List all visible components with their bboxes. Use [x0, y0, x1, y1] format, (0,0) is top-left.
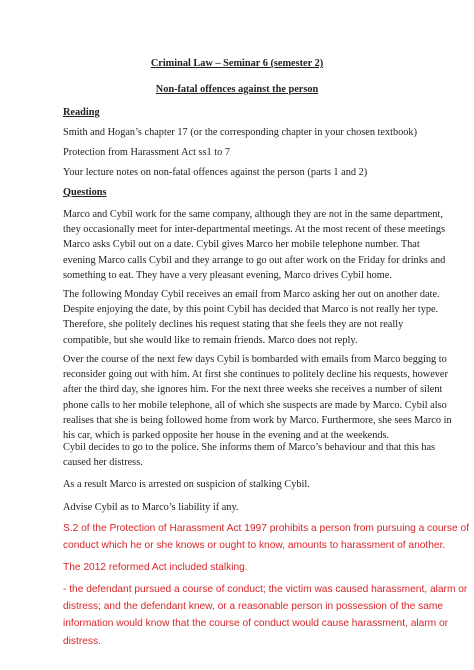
paragraph-line: phone calls to her mobile telephone, all of which she suspects are made by Marco. Cybil also	[63, 399, 447, 411]
paragraph-line: Cybil decides to go to the police. She informs them of Marco’s behaviour and that this has	[63, 442, 436, 453]
paragraph-line: Despite enjoying the date, by this point Cybil has decided that Marco is not really her type.	[63, 304, 439, 316]
scenario-paragraph-3	[63, 352, 452, 443]
note-line: distress; and the defendant knew, or a reasonable person in possession of the same	[63, 601, 444, 613]
scenario-paragraph-2	[63, 287, 440, 348]
paragraph-line: Marco asks Cybil out on a date. Cybil gives Marco her mobile telephone number. That	[63, 239, 420, 251]
paragraph-line: The following Monday Cybil receives an email from Marco asking her out on another date.	[63, 289, 440, 300]
note-line: conduct which he or she knows or ought to know, amounts to harassment of another.	[63, 540, 446, 552]
document-subtitle: Non-fatal offences against the person	[155, 84, 319, 95]
paragraph-line: something to eat. They have a very pleasant evening, Marco drives Cybil home.	[63, 269, 392, 281]
reading-item: Your lecture notes on non-fatal offences against the person (parts 1 and 2)	[63, 167, 368, 178]
document-title: Criminal Law – Seminar 6 (semester 2)	[150, 58, 324, 69]
paragraph-line: they occasionally meet for inter-departmental meetings. At the most recent of these meetings	[63, 224, 446, 236]
reading-heading: Reading	[63, 107, 100, 118]
note-line: S.2 of the Protection of Harassment Act 1997 prohibits a person from pursuing a course of	[63, 523, 470, 534]
paragraph-line: after the third day, she ignores him. For the next three weeks she receives a number of silent	[63, 384, 443, 396]
scenario-paragraph-5: As a result Marco is arrested on suspicion of stalking Cybil.	[63, 479, 310, 490]
note-elements	[63, 581, 468, 650]
paragraph-line: caused her distress.	[63, 457, 143, 469]
paragraph-line: realises that she is being followed home from work by Marco. Furthermore, she sees Marco in	[63, 414, 452, 426]
note-line: information would know that the course of conduct would cause harassment, alarm or	[63, 618, 449, 630]
paragraph-line: his car, which is parked opposite her house in the evening and at the weekends.	[63, 430, 390, 442]
note-line: distress.	[63, 635, 101, 647]
note-reformed-act: The 2012 reformed Act included stalking.	[63, 562, 248, 573]
paragraph-line: Over the course of the next few days Cybil is bombarded with emails from Marco begging to	[63, 354, 447, 365]
paragraph-line: compatible, but she would like to remain friends. Marco does not reply.	[63, 334, 358, 346]
paragraph-line: evening Marco calls Cybil and they arrange to go out after work on the Friday for drinks and	[63, 254, 446, 266]
questions-heading: Questions	[63, 187, 107, 198]
reading-item: Protection from Harassment Act ss1 to 7	[63, 147, 231, 158]
paragraph-line: reconsider going out with him. At first she continues to politely decline his requests, however	[63, 369, 448, 381]
scenario-paragraph-1	[63, 207, 446, 283]
note-line: - the defendant pursued a course of conduct; the victim was caused harassment, alarm or	[63, 584, 468, 595]
scenario-paragraph-4	[63, 440, 436, 470]
paragraph-line: Marco and Cybil work for the same company, although they are not in the same department,	[63, 209, 443, 220]
scenario-question: Advise Cybil as to Marco’s liability if any.	[63, 502, 239, 513]
note-harassment-act	[63, 520, 470, 554]
paragraph-line: Therefore, she politely declines his request stating that she feels they are not really	[63, 319, 404, 331]
reading-item: Smith and Hogan’s chapter 17 (or the corresponding chapter in your chosen textbook)	[63, 127, 418, 138]
